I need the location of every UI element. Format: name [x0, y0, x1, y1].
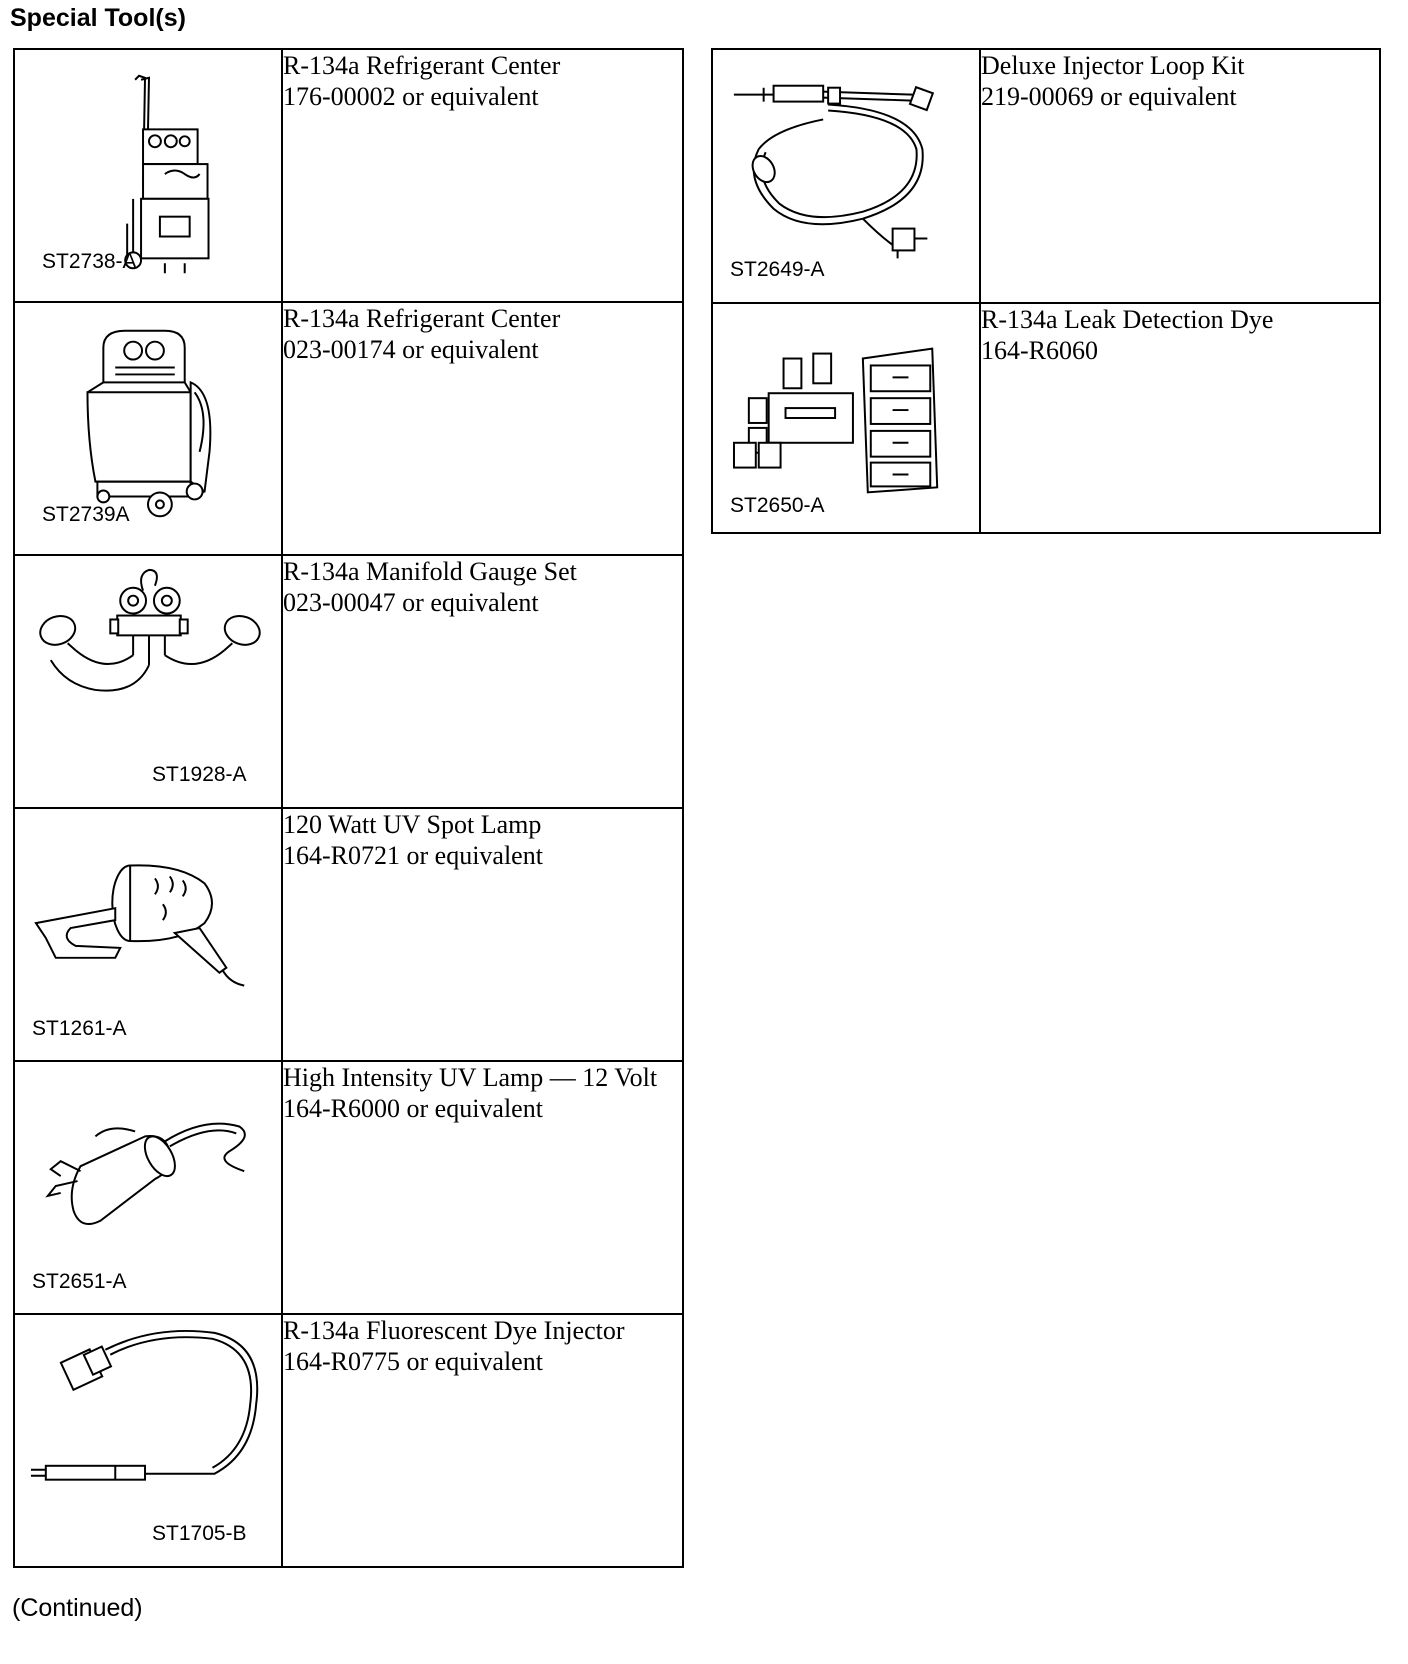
tool-row [14, 1314, 683, 1567]
tool-code: ST2739A [42, 503, 130, 526]
tool-illustration-cell [14, 808, 282, 1061]
tool-name: R-134a Manifold Gauge Set [283, 557, 577, 586]
tool-name: 120 Watt UV Spot Lamp [283, 810, 542, 839]
tool-description-cell [282, 808, 683, 1061]
tool-code: ST1705-B [152, 1522, 247, 1545]
tool-name: High Intensity UV Lamp — 12 Volt [283, 1063, 658, 1092]
tool-row [712, 303, 1380, 533]
tool-name: R-134a Leak Detection Dye [981, 305, 1274, 334]
tool-code: ST2649-A [730, 258, 825, 281]
page-heading: Special Tool(s) [10, 4, 186, 32]
tool-name: R-134a Fluorescent Dye Injector [283, 1316, 625, 1345]
tool-part-number: 023-00047 or equivalent [283, 588, 539, 617]
tool-illustration-cell [14, 302, 282, 555]
tool-part-number: 023-00174 or equivalent [283, 335, 539, 364]
tool-illustration-cell [14, 49, 282, 302]
tool-description-cell [980, 49, 1380, 303]
tool-row [14, 49, 683, 302]
tool-part-number: 164-R0775 or equivalent [283, 1347, 543, 1376]
continued-note: (Continued) [12, 1594, 143, 1622]
tool-part-number: 164-R6000 or equivalent [283, 1094, 543, 1123]
tool-description-cell [282, 1061, 683, 1314]
tool-row [14, 808, 683, 1061]
tool-illustration-cell [14, 555, 282, 808]
special-tools-table-left [13, 48, 684, 1568]
tool-description-cell [980, 303, 1380, 533]
tool-row [14, 555, 683, 808]
tool-code: ST1928-A [152, 763, 247, 786]
tool-description-cell [282, 49, 683, 302]
special-tools-table-right [711, 48, 1381, 534]
tool-code: ST1261-A [32, 1017, 127, 1040]
tool-description-cell [282, 555, 683, 808]
tool-name: R-134a Refrigerant Center [283, 304, 561, 333]
tool-illustration-cell [14, 1314, 282, 1567]
tool-illustration-cell [712, 49, 980, 303]
tool-code: ST2738-A [42, 250, 137, 273]
tool-part-number: 176-00002 or equivalent [283, 82, 539, 111]
tool-row [712, 49, 1380, 303]
tool-description-cell [282, 1314, 683, 1567]
tool-code: ST2651-A [32, 1270, 127, 1293]
tool-name: Deluxe Injector Loop Kit [981, 51, 1245, 80]
tool-part-number: 164-R6060 [981, 336, 1098, 365]
tool-illustration-cell [712, 303, 980, 533]
tool-illustration-cell [14, 1061, 282, 1314]
tool-part-number: 164-R0721 or equivalent [283, 841, 543, 870]
tool-row [14, 302, 683, 555]
tool-part-number: 219-00069 or equivalent [981, 82, 1237, 111]
tool-description-cell [282, 302, 683, 555]
tool-row [14, 1061, 683, 1314]
tool-code: ST2650-A [730, 494, 825, 517]
tool-name: R-134a Refrigerant Center [283, 51, 561, 80]
